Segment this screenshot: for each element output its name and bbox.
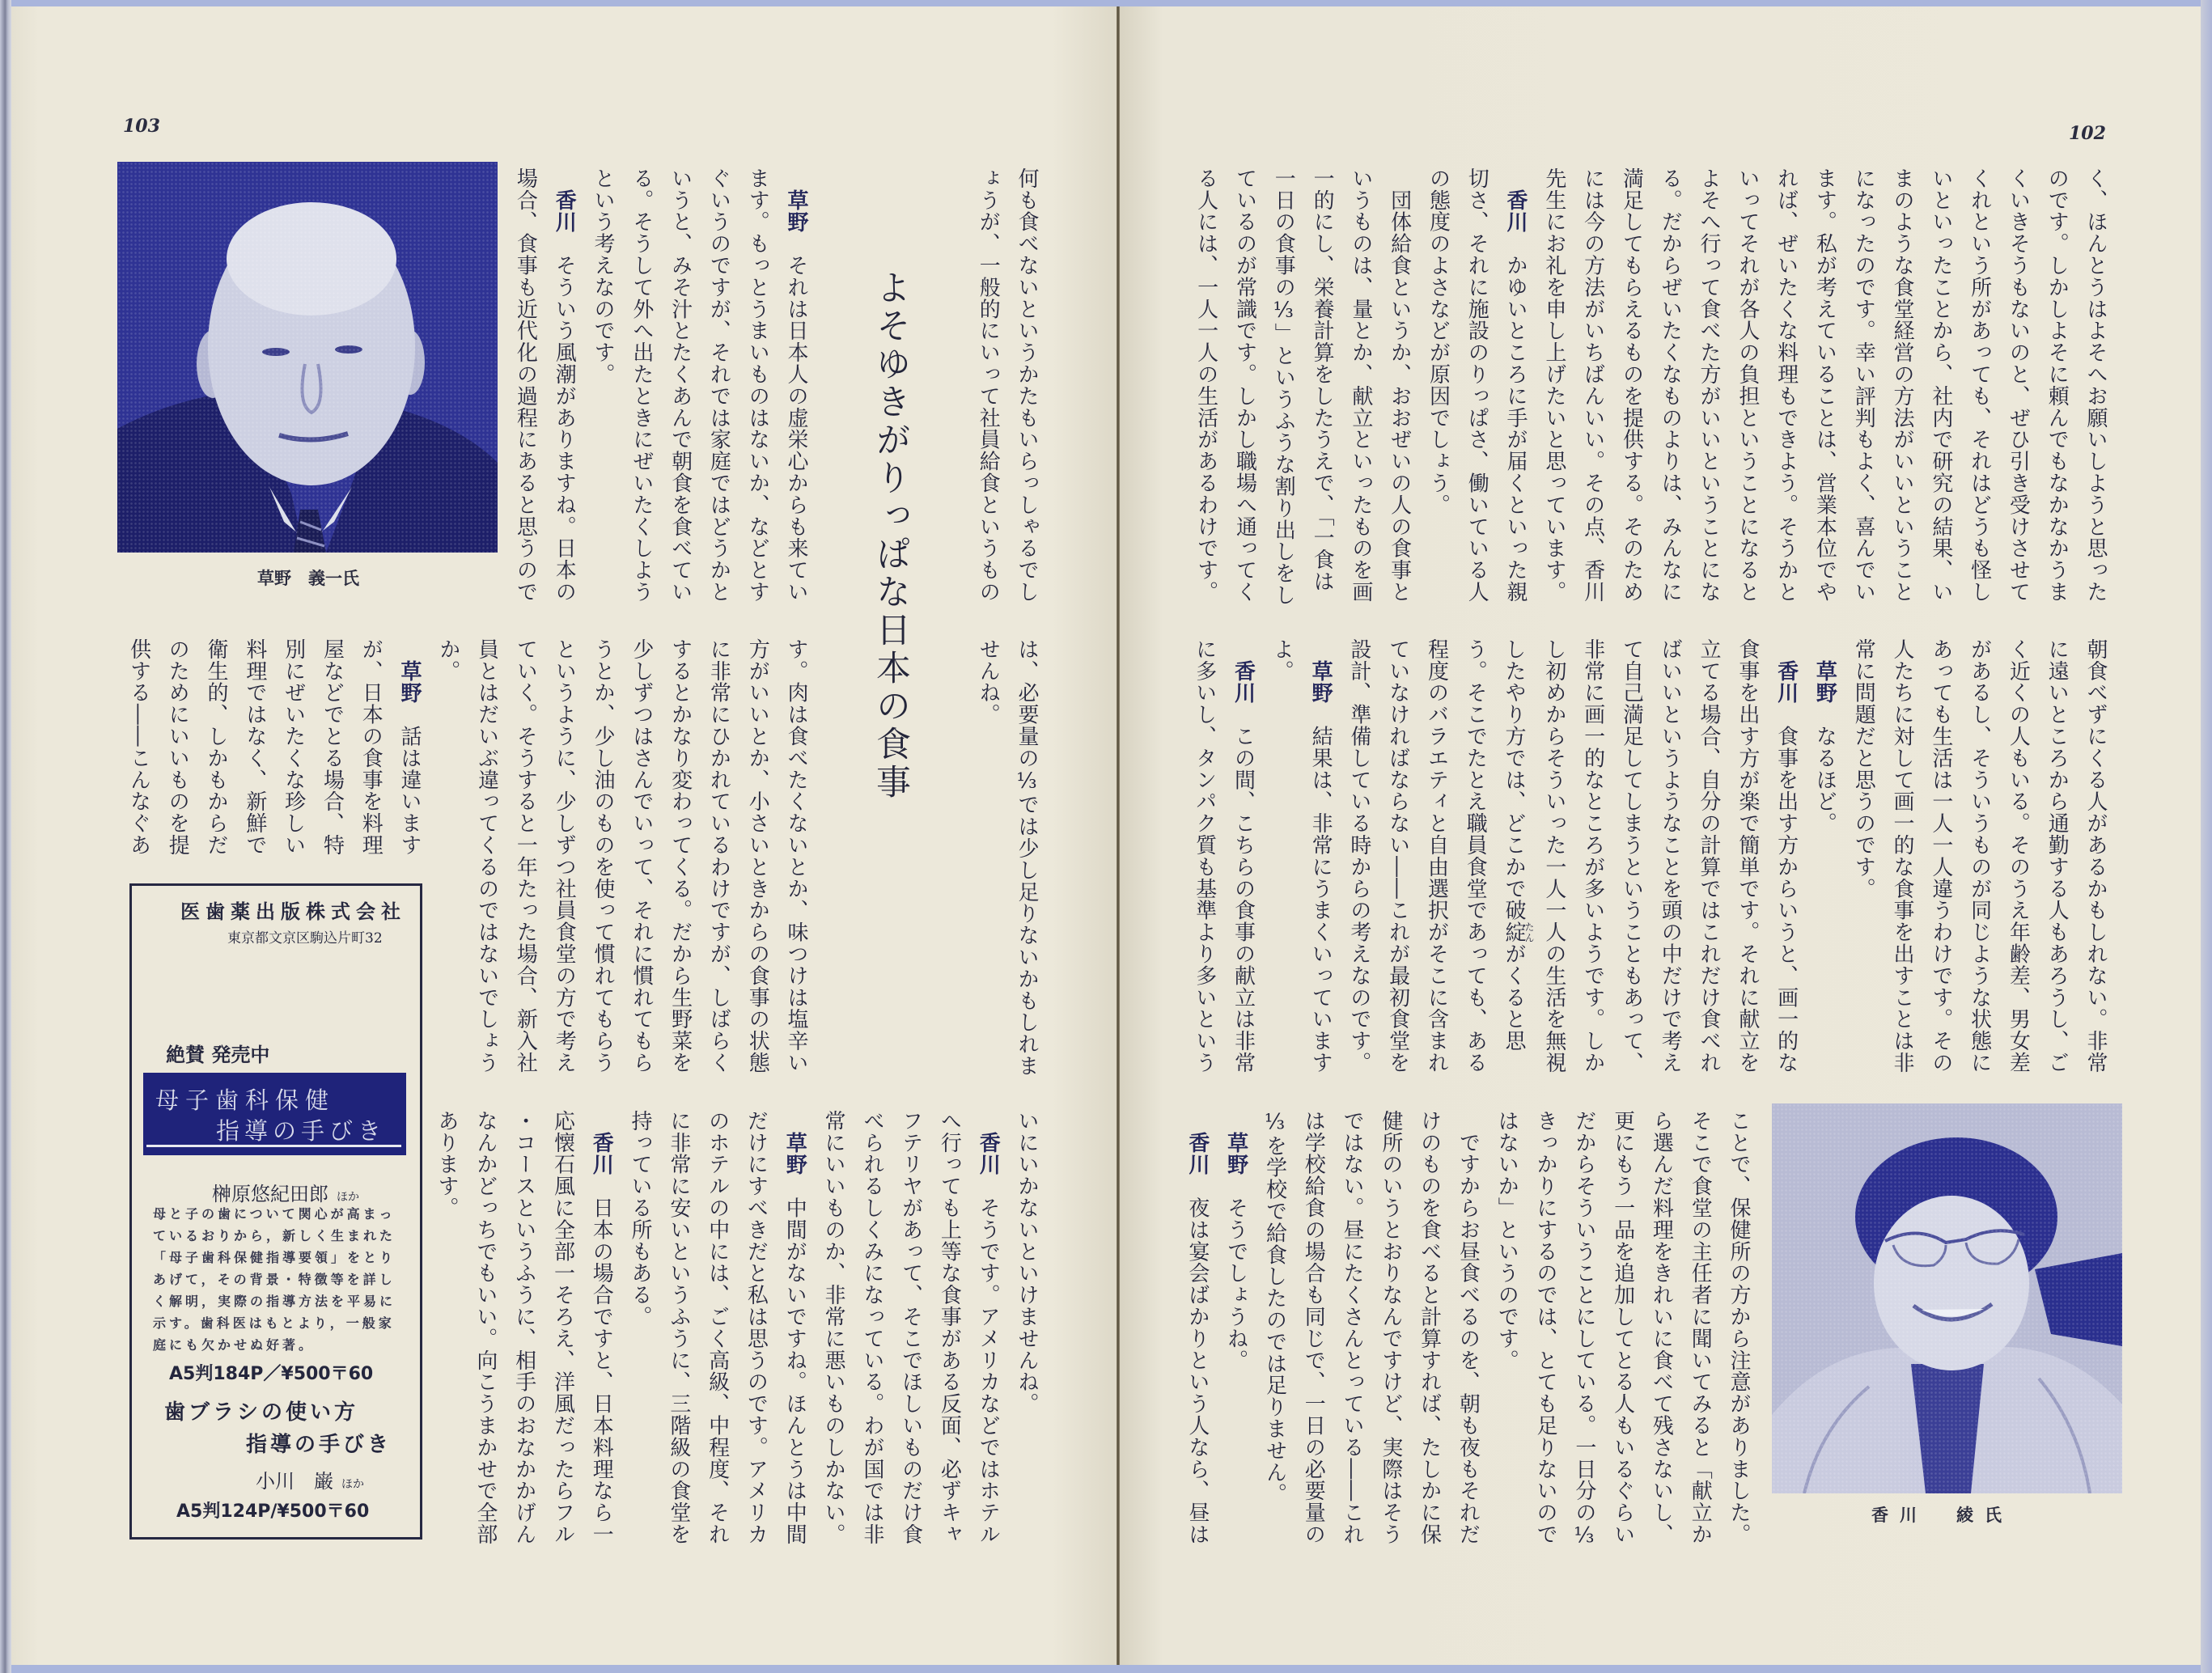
speaker-label: 草野 bbox=[1308, 659, 1333, 704]
text-column: 健所のいうとおりなんですけど、実際はそう bbox=[1378, 1110, 1403, 1545]
ad-description-line: 庭にも欠かせぬ好著。 bbox=[153, 1337, 316, 1353]
photo-caption-kagawa: 香川 綾氏 bbox=[1871, 1506, 2013, 1525]
text-column: る。だからぜいたくなものよりは、みんなに bbox=[1658, 167, 1683, 603]
text-column: ていなければならない――これが最初食堂を bbox=[1385, 638, 1410, 1074]
text-column: か。 bbox=[435, 638, 460, 682]
text-column: ます。私が考えていることは、営業本位でや bbox=[1812, 167, 1837, 603]
text-column: に非常に安いというふうに、三階級の食堂を bbox=[666, 1110, 691, 1545]
author-name: 榊原悠紀田郎 bbox=[212, 1183, 328, 1205]
text-column: なんかどっちでもいい。向こうまかせで全部 bbox=[472, 1110, 498, 1545]
text-column: 別にぜいたくな珍しい bbox=[281, 638, 306, 856]
author-suffix: ほか bbox=[337, 1191, 359, 1204]
text-column: いにいかないといけませんね。 bbox=[1015, 1110, 1039, 1415]
ad-book1-title-box bbox=[143, 1073, 406, 1155]
column-text: なるほど。 bbox=[1812, 725, 1837, 835]
column-text: それは日本人の虚栄心からも来てい bbox=[784, 254, 808, 603]
text-column: ことで、保健所の方から注意がありました。 bbox=[1727, 1110, 1751, 1545]
left-upper-tier-right bbox=[968, 167, 1045, 608]
speaker-label: 草野 bbox=[782, 1131, 807, 1175]
column-text: がくると思 bbox=[1502, 942, 1527, 1053]
text-column: 食事を出す方が楽で簡単です。それに献立を bbox=[1735, 638, 1760, 1074]
text-column: ぐいうのですが、それでは家庭ではどうかと bbox=[706, 167, 731, 603]
text-column: ⅓を学校で給食したのでは足りません。 bbox=[1262, 1110, 1287, 1506]
ad-book1-title-line1: 母子歯科保健 bbox=[155, 1086, 336, 1114]
text-column: ・コースというふうに、相手のおなかかげん bbox=[511, 1110, 536, 1545]
page-number-right: 102 bbox=[2069, 123, 2106, 144]
right-upper-tier bbox=[1185, 167, 2114, 608]
speaker-label: 香川 bbox=[976, 1131, 1001, 1175]
speaker-label: 草野 bbox=[784, 188, 808, 233]
text-column: よそへ行って食べた方がいいということにな bbox=[1697, 167, 1722, 603]
text-column: 常にいいものか、非常に悪いものしかない。 bbox=[821, 1110, 846, 1545]
column-text: かゆいところに手が届くといった親 bbox=[1503, 254, 1528, 603]
text-column bbox=[581, 1110, 620, 1551]
portrait-photo-kagawa bbox=[1772, 1103, 2122, 1493]
text-column: うとか、少し油のものを使って慣れてもらう bbox=[591, 638, 616, 1074]
text-column bbox=[1177, 1110, 1216, 1551]
text-column: のホテルの中には、ごく高級、中程度、それ bbox=[705, 1110, 730, 1545]
column-text: 中間がないですね。ほんとうは中間 bbox=[782, 1197, 807, 1545]
column-text: 日本の場合ですと、日本料理なら一 bbox=[589, 1197, 614, 1545]
text-column: けのものを食べると計算すれば、たしかに保 bbox=[1417, 1110, 1442, 1545]
text-column: す。肉は食べたくないとか、味つけは塩辛い bbox=[784, 638, 808, 1074]
text-column: 非常に画一的なところが多いようです。しか bbox=[1580, 638, 1605, 1074]
text-column: ます。もっとうまいものはないか、などとす bbox=[745, 167, 770, 603]
text-column: いといったことから、社内で研究の結果、い bbox=[1928, 167, 1953, 603]
publisher-advertisement bbox=[129, 883, 422, 1540]
text-column: するとかなり変わってくる。だから生野菜を bbox=[667, 638, 693, 1074]
speaker-label: 香川 bbox=[1503, 188, 1528, 233]
text-column: 立てる場合、自分の計算ではこれだけ食べれ bbox=[1697, 638, 1722, 1074]
text-column: は、必要量の⅓では少し足りないかもしれま bbox=[1015, 638, 1039, 1077]
text-column: 常に問題だと思うのです。 bbox=[1851, 638, 1876, 900]
text-column: ているのが常識です。しかし職場へ通ってく bbox=[1232, 167, 1257, 603]
speaker-label: 香川 bbox=[1773, 659, 1799, 704]
column-text: したやり方では、どこかで破 bbox=[1502, 638, 1527, 921]
text-column: のです。しかしよそに頼んでもなかなかうま bbox=[2045, 167, 2070, 603]
text-column: ょうが、一般的にいって社員給食というもの bbox=[976, 167, 1001, 603]
text-column: のためにいいものを提 bbox=[165, 638, 190, 856]
text-column: 屋などでとる場合、特 bbox=[320, 638, 345, 856]
text-column bbox=[1300, 638, 1339, 1079]
portrait-photo-kusano bbox=[117, 162, 498, 553]
ad-book1-title-line2: 指導の手びき bbox=[216, 1117, 387, 1145]
text-column bbox=[1766, 638, 1805, 1079]
text-column: ていく。そうすると一年たった場合、新入社 bbox=[513, 638, 538, 1074]
text-column bbox=[1223, 638, 1262, 1079]
text-column: 方がいいとか、小さいときからの食事の状態 bbox=[745, 638, 770, 1074]
text-column: の態度のよさなどが原因でしょう。 bbox=[1426, 167, 1451, 516]
ad-book2-spec: A5判124P/¥500〒60 bbox=[176, 1501, 370, 1522]
text-column bbox=[1495, 167, 1534, 608]
ad-publisher-name: 医歯薬出版株式会社 bbox=[180, 900, 406, 923]
text-column: く近くの人もいる。そのうえ年齢差、男女差 bbox=[2006, 638, 2031, 1074]
ruby-text: たん bbox=[1523, 921, 1536, 943]
text-column: 程度のバラエティと自由選択がそこに含まれ bbox=[1424, 638, 1449, 1074]
left-lower-tier bbox=[426, 1110, 1045, 1551]
text-column: 朝食べずにくる人があるかもしれない。非常 bbox=[2083, 638, 2108, 1074]
text-column: だけにすべきだと私は思うのです。アメリカ bbox=[744, 1110, 769, 1545]
text-column: はないか」というのです。 bbox=[1494, 1110, 1519, 1371]
ad-description-line: 「母子歯科保健指導要領」をとり bbox=[153, 1250, 396, 1265]
text-column: ら選んだ料理をきれいに食べて残さないし、 bbox=[1649, 1110, 1674, 1545]
ad-book2-title-line2: 指導の手びき bbox=[246, 1433, 392, 1457]
ad-description-line: 母と子の歯について関心が高まっ bbox=[153, 1206, 396, 1222]
text-column: そこで食堂の主任者に聞いてみると「献立か bbox=[1688, 1110, 1713, 1545]
page-number-left: 103 bbox=[123, 116, 160, 137]
text-column: 一日の食事の⅓」というふうな割り出しをし bbox=[1271, 167, 1296, 606]
speaker-label: 香川 bbox=[1184, 1131, 1210, 1175]
text-column: 応懐石風に全部一そろえ、洋風だったらフル bbox=[550, 1110, 575, 1545]
text-column: に遠いところから通勤する人もあろうし、ご bbox=[2045, 638, 2070, 1074]
article-heading: よそゆきがりっぱな日本の食事 bbox=[871, 269, 911, 802]
text-column: いうと、みそ汁とたくあんで朝食を食べてい bbox=[667, 167, 693, 603]
text-column: は学校給食の場合も同じで、一日の必要量の bbox=[1301, 1110, 1326, 1545]
ad-publisher-address: 東京都文京区駒込片町32 bbox=[227, 930, 383, 947]
text-column: 設計、準備している時からの考えなのです。 bbox=[1346, 638, 1371, 1074]
text-column: くれという所があっても、それはどうも怪し bbox=[1967, 167, 1992, 603]
text-column bbox=[1494, 638, 1534, 1079]
ad-book1-author bbox=[212, 1178, 359, 1206]
text-column: あります。 bbox=[434, 1110, 460, 1219]
column-text: 結果は、非常にうまくいっています bbox=[1308, 725, 1333, 1074]
ad-description-line: あげて，その背景・特徴等を詳し bbox=[153, 1272, 396, 1287]
text-column: 更にもう一品を追加してとる人もいるぐらい bbox=[1610, 1110, 1635, 1545]
ad-tagline: 絶賛 発売中 bbox=[166, 1044, 270, 1066]
speaker-label: 香川 bbox=[589, 1131, 614, 1175]
text-column: 満足してもらえるものを提供する。そのため bbox=[1619, 167, 1644, 603]
speaker-label: 草野 bbox=[1223, 1131, 1248, 1175]
scan-edge-right bbox=[2201, 0, 2212, 1673]
text-column: 何も食べないというかたもいらっしゃるでし bbox=[1015, 167, 1039, 603]
right-lower-tier bbox=[1177, 1110, 1757, 1551]
column-text: そうでしょうね。 bbox=[1223, 1197, 1248, 1371]
text-column: いうものは、量とか、献立といったものを画 bbox=[1348, 167, 1373, 603]
text-column: 員とはだいぶ違ってくるのではないでしょう bbox=[474, 638, 499, 1074]
text-column bbox=[774, 1110, 813, 1551]
text-column: ですからお昼食べるのを、朝も夜もそれだ bbox=[1456, 1110, 1481, 1545]
text-column: る人には、一人一人の生活があるわけです。 bbox=[1193, 167, 1218, 603]
ad-book2-author bbox=[256, 1465, 364, 1493]
book-spine bbox=[1117, 6, 1120, 1665]
text-column: くいきそうもないのと、ぜひ引き受けさせて bbox=[2006, 167, 2031, 603]
photo-caption-kusano: 草野 義一氏 bbox=[257, 569, 359, 588]
text-column: になったのです。幸い評判もよく、喜んでい bbox=[1851, 167, 1876, 603]
column-text: そうです。アメリカなどではホテル bbox=[976, 1197, 1001, 1545]
text-column: フテリヤがあって、そこでほしいものだけ食 bbox=[898, 1110, 923, 1545]
ad-description-line: 示す。歯科医はもとより，一般家 bbox=[153, 1315, 395, 1331]
ad-description-line: く解明，実際の指導方法を平易に bbox=[153, 1294, 396, 1309]
text-column: し初めからそういった一人一人の生活を無視 bbox=[1541, 638, 1566, 1074]
text-column: に多いし、タンパク質も基準より多いという bbox=[1192, 638, 1217, 1074]
text-column: よ。 bbox=[1269, 638, 1295, 682]
text-column: 先生にお礼を申し上げたいと思っています。 bbox=[1541, 167, 1566, 603]
text-column: だからそういうことにしている。一日分の⅓ bbox=[1571, 1110, 1596, 1548]
text-column: ばいいというようなことを頭の中だけで考え bbox=[1658, 638, 1683, 1074]
text-column: く、ほんとうはよそへお願いしようと思った bbox=[2083, 167, 2108, 603]
text-column: べられるしくみになっている。わが国では非 bbox=[859, 1110, 884, 1545]
text-column: 料理ではなく、新鮮で bbox=[242, 638, 267, 856]
text-column: というように、少しずつ社員食堂の方で考え bbox=[552, 638, 577, 1074]
text-column: せんね。 bbox=[976, 638, 1001, 726]
text-column: ではない。昼にたくさんとっている――これ bbox=[1340, 1110, 1365, 1545]
text-column bbox=[1805, 638, 1844, 1079]
speaker-label: 草野 bbox=[1812, 659, 1837, 704]
text-column: う。そこでたとえ職員食堂であっても、ある bbox=[1463, 638, 1488, 1074]
text-column bbox=[776, 167, 815, 608]
text-column: きっかりにするのでは、とても足りないので bbox=[1533, 1110, 1558, 1545]
ad-description-line: ているおりから，新しく生まれた bbox=[153, 1228, 396, 1243]
ad-book1-spec: A5判184P／¥500〒60 bbox=[169, 1364, 374, 1384]
text-column: あっても生活は一人一人違うわけです。その bbox=[1928, 638, 1953, 1074]
text-column: 場合、食事も近代化の過程にあると思うので bbox=[513, 167, 538, 603]
text-column: れば、ぜいたくな料理もできよう。そうかと bbox=[1773, 167, 1799, 603]
right-middle-tier bbox=[1185, 638, 2114, 1079]
text-column: まのような食堂経営の方法がいいということ bbox=[1890, 167, 1915, 603]
ruby-base: 綻 bbox=[1502, 921, 1527, 943]
text-column: て自己満足してしまうということもあって、 bbox=[1619, 638, 1644, 1074]
scan-edge-left bbox=[0, 0, 11, 1673]
text-column: があるし、そういうものが同じような状態に bbox=[1967, 638, 1992, 1074]
ad-book2-title-line1: 歯ブラシの使い方 bbox=[164, 1400, 359, 1425]
text-column: 少しずつはさんでいって、それに慣れてもら bbox=[629, 638, 654, 1074]
text-column: 一的にし、栄養計算をしたうえで、「一食は bbox=[1310, 167, 1335, 592]
text-column: 持っている所もある。 bbox=[628, 1110, 653, 1328]
text-column: 切さ、それに施設のりっぱさ、働いている人 bbox=[1464, 167, 1489, 603]
text-column bbox=[968, 1110, 1006, 1551]
halftone-texture bbox=[117, 162, 498, 553]
text-column: という考えなのです。 bbox=[591, 167, 616, 385]
text-column: 供する――こんなぐあ bbox=[126, 638, 151, 856]
text-column: 衛生的、しかもからだ bbox=[204, 638, 229, 856]
column-text: 夜は宴会ばかりという人なら、昼は bbox=[1184, 1197, 1210, 1545]
text-column: に非常にひかれているわけですが、しばらく bbox=[706, 638, 731, 1074]
ruby-annotation bbox=[1502, 921, 1536, 943]
speaker-label: 香川 bbox=[552, 188, 577, 233]
ad-title-underline bbox=[146, 1145, 401, 1147]
speaker-label: 香川 bbox=[1231, 659, 1256, 704]
text-column bbox=[1216, 1110, 1255, 1551]
left-upper-tier-left bbox=[505, 167, 815, 608]
text-column: いってそれが各人の負担ということになると bbox=[1735, 167, 1760, 603]
text-column: 人たちに対して画一的な食事を出すことは非 bbox=[1890, 638, 1915, 1074]
left-middle-tier-right bbox=[968, 638, 1045, 1079]
text-column: 団体給食というか、おおぜいの人の食事と bbox=[1387, 167, 1412, 603]
column-text: 話は違います bbox=[397, 725, 422, 856]
column-text: 食事を出す方からいうと、画一的な bbox=[1773, 725, 1799, 1074]
author-suffix: ほか bbox=[341, 1478, 364, 1491]
column-text: そういう風潮がありますね。日本の bbox=[552, 254, 577, 603]
halftone-texture bbox=[1772, 1103, 2122, 1493]
author-name: 小川 巌 bbox=[256, 1470, 333, 1493]
text-column: へ行っても上等な食事がある反面、必ずキャ bbox=[937, 1110, 962, 1545]
text-column: には今の方法がいちばんいい。その点、香川 bbox=[1580, 167, 1605, 603]
text-column: が、日本の食事を料理 bbox=[358, 638, 383, 856]
text-column bbox=[544, 167, 583, 608]
text-column: る。そうして外へ出たときにぜいたくしよう bbox=[629, 167, 654, 603]
column-text: この間、こちらの食事の献立は非常 bbox=[1231, 725, 1256, 1074]
speaker-label: 草野 bbox=[397, 659, 422, 704]
